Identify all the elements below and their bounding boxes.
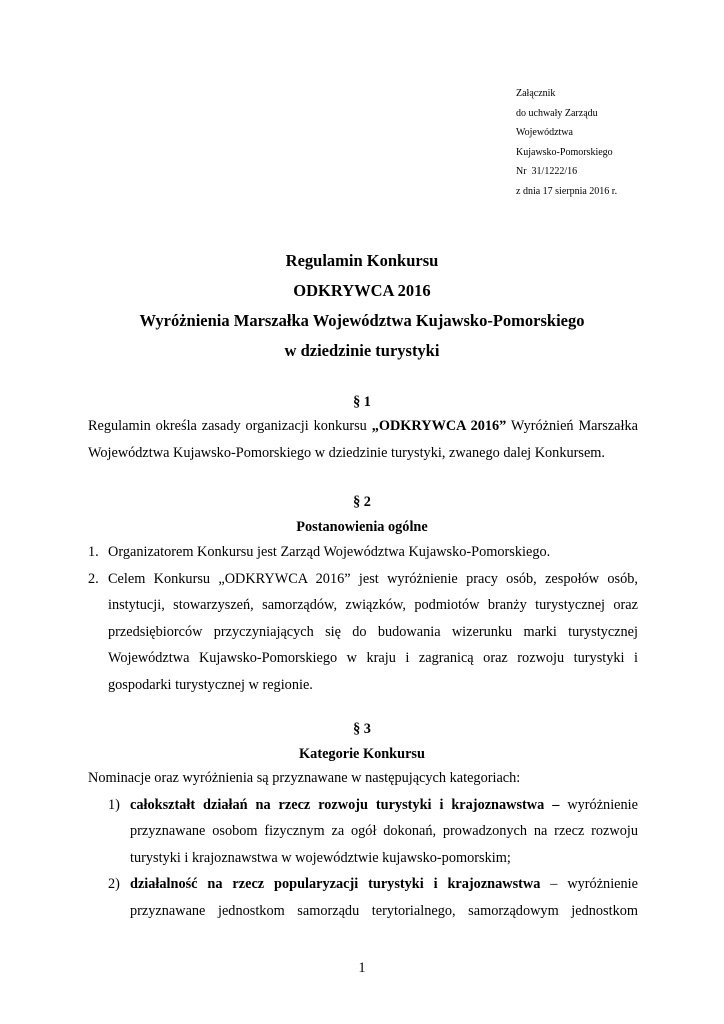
section-3-heading: § 3 — [353, 721, 371, 737]
section-3-subheading: Kategorie Konkursu — [299, 746, 425, 762]
annex-line: Województwa — [516, 127, 573, 139]
list-item — [88, 539, 638, 566]
title-line-3: Wyróżnienia Marszałka Województwa Kujawsko-Pomorskiego — [139, 311, 585, 330]
annex-note — [516, 84, 617, 202]
annex-line: do uchwały Zarządu — [516, 107, 598, 119]
section-3-intro: Nominacje oraz wyróżnienia są przyznawane w następujących kategoriach: — [88, 770, 521, 786]
annex-line: Nr 31/1222/16 — [516, 166, 578, 178]
list-item — [88, 566, 638, 699]
section-3-list — [88, 765, 638, 924]
document-title — [0, 246, 724, 366]
section-2-list — [88, 539, 638, 698]
list-item-number: 2) — [108, 876, 120, 892]
category-description: – wyróżnienie przyznawane jednostkom samorządu terytorialnego, samorządowym jednostkom — [130, 876, 638, 919]
section-1-text-before: Regulamin określa zasady organizacji konkursu — [88, 418, 372, 434]
annex-line: z dnia 17 sierpnia 2016 r. — [516, 185, 618, 197]
list-item — [88, 871, 638, 924]
category-name: całokształt działań na rzecz rozwoju turystyki i krajoznawstwa – — [130, 796, 560, 813]
list-item-text: Organizatorem Konkursu jest Zarząd Województwa Kujawsko-Pomorskiego. — [108, 544, 551, 560]
section-2-heading: § 2 — [353, 494, 371, 510]
list-item-number: 2. — [88, 570, 99, 587]
list-item-text: Celem Konkursu „ODKRYWCA 2016” jest wyróżnienie pracy osób, zespołów osób, instytucji, stowarzyszeń, samorządów, związków, podmiotów branży turystycznej oraz przedsiębiorców przyczyniających się do budowania wizerunku marki turystycznej Województwa Kujawsko-Pomorskiego w kraju i zagranicą oraz rozwoju turystyki i gospodarki turystycznej w regionie. — [108, 570, 638, 693]
annex-line: Kujawsko-Pomorskiego — [516, 146, 613, 158]
title-line-4: w dziedzinie turystyki — [284, 341, 440, 360]
list-item-number: 1. — [88, 544, 99, 560]
title-line-2: ODKRYWCA 2016 — [293, 281, 431, 300]
section-1-paragraph — [88, 413, 638, 466]
contest-name: „ODKRYWCA 2016” — [371, 418, 507, 434]
section-1-text-after: Wyróżnień Marszałka Województwa Kujawsko-Pomorskiego w dziedzinie turystyki, zwanego dalej Konkursem. — [88, 418, 638, 461]
section-1-heading: § 1 — [353, 394, 371, 410]
section-2-subheading: Postanowienia ogólne — [296, 519, 428, 535]
annex-line: Załącznik — [516, 88, 556, 99]
page-number: 1 — [358, 960, 366, 976]
category-name: działalność na rzecz popularyzacji turystyki i krajoznawstwa — [130, 876, 541, 892]
list-item-number: 1) — [108, 796, 120, 813]
category-description: wyróżnienie przyznawane osobom fizycznym za ogół dokonań, prowadzonych na rzecz rozwoju turystyki i krajoznawstwa w województwie kujawsko-pomorskim; — [130, 796, 638, 866]
title-line-1: Regulamin Konkursu — [285, 251, 439, 270]
list-item — [88, 792, 638, 872]
